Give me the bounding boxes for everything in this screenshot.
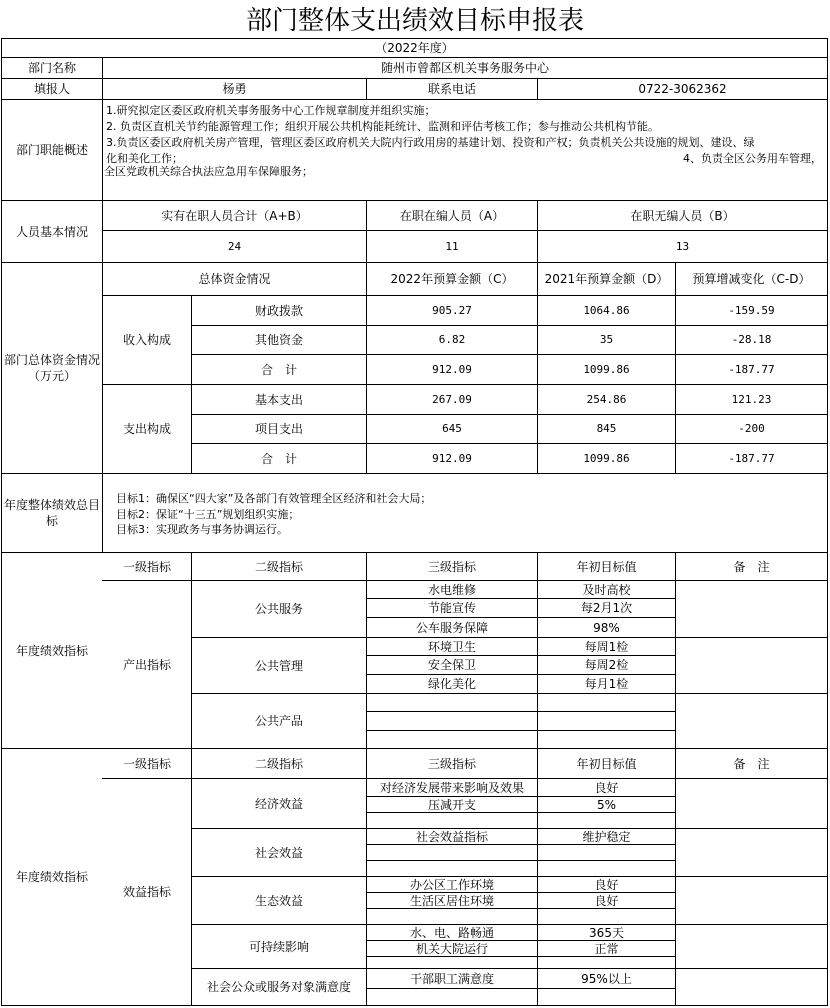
- staff-header: 实有在职人员合计（A+B）: [161, 208, 308, 223]
- filler-value: 杨勇: [222, 82, 247, 96]
- benefit-target: 维护稳定: [582, 829, 631, 844]
- goal-line: 目标2：保证“十三五”规划组织实施；: [116, 508, 300, 521]
- funds-header: 总体资金情况: [198, 272, 271, 286]
- function-line: 化和美化工作；: [106, 152, 183, 165]
- output-level3: [367, 694, 537, 711]
- output-level3: [367, 731, 537, 748]
- funds-value-2022: 912.09: [432, 362, 472, 376]
- goals-label: 年度整体绩效总目标: [3, 498, 100, 528]
- perf-header: 一级指标: [122, 559, 171, 574]
- output-target: 每2月1次: [580, 601, 633, 615]
- form-year: （2022年度）: [375, 41, 454, 55]
- funds-value-diff: -187.77: [728, 362, 775, 376]
- perf-header: 二级指标: [254, 559, 303, 574]
- funds-item: 其他资金: [254, 333, 303, 347]
- benefit-level3: [367, 909, 537, 924]
- benefit-target: [538, 813, 675, 828]
- function-line: 全区党政机关综合执法应急用车保障服务；: [104, 165, 313, 178]
- funds-value-2022: 6.82: [438, 333, 466, 346]
- benefit-level3: 干部职工满意度: [409, 971, 494, 986]
- funds-value-diff: -28.18: [731, 333, 772, 346]
- staff-value: 24: [227, 239, 242, 253]
- staff-value: 13: [675, 239, 690, 253]
- grid-line: [1, 99, 828, 100]
- perf-header: 一级指标: [122, 756, 171, 771]
- output-target: 及时高校: [582, 582, 631, 597]
- benefit-target: [538, 845, 675, 860]
- funds-value-2022: 905.27: [432, 303, 472, 317]
- funds-value-2021: 845: [596, 422, 617, 435]
- goal-line: 目标1：确保区“四大家”及各部门有效管理全区经济和社会大局；: [116, 492, 432, 505]
- benefit-target: [538, 957, 675, 968]
- funds-value-2021: 1099.86: [583, 362, 630, 376]
- output-target: [538, 731, 675, 748]
- benefit-level3: [367, 861, 537, 876]
- filler-label: 填报人: [33, 82, 70, 96]
- perf-header: 年初目标值: [576, 756, 637, 771]
- benefit-target: 5%: [596, 797, 617, 812]
- benefit-level3: [367, 813, 537, 828]
- output-target: [538, 694, 675, 711]
- perf-label-benefit: 年度绩效指标: [15, 870, 88, 884]
- function-line: 3.负责区委区政府机关房产管理，管理区委区政府机关大院内行政用房的基建计划、投资和产权；负责机关公共设施的规划、建设、绿: [106, 136, 755, 149]
- functions-label: 部门职能概述: [15, 143, 88, 157]
- output-level3: 公车服务保障: [415, 620, 488, 635]
- funds-value-2021: 35: [599, 333, 614, 346]
- benefit-target: [538, 989, 675, 1005]
- funds-item: 合 计: [260, 362, 297, 377]
- benefit-target: 良好: [594, 877, 619, 892]
- benefit-level2: 社会效益: [254, 845, 303, 860]
- output-level3: 节能宣传: [427, 601, 476, 615]
- benefit-level3: 水、电、路畅通: [409, 925, 494, 940]
- funds-group-label: 支出构成: [122, 422, 171, 436]
- output-level3: 环境卫生: [427, 639, 476, 654]
- benefit-target: 95%以上: [581, 971, 632, 986]
- perf-header: 三级指标: [427, 559, 476, 574]
- benefit-target: [538, 861, 675, 876]
- output-target: 98%: [593, 620, 620, 635]
- benefit-target: 良好: [594, 893, 619, 908]
- perf-header: 年初目标值: [576, 559, 637, 574]
- benefit-target: 正常: [594, 941, 619, 956]
- staff-label: 人员基本情况: [15, 224, 88, 239]
- funds-value-2021: 254.86: [586, 392, 627, 406]
- perf-header: 三级指标: [427, 756, 476, 771]
- benefit-level2: 可持续影响: [248, 939, 309, 954]
- funds-item: 财政拨款: [254, 303, 303, 318]
- funds-value-diff: 121.23: [731, 392, 772, 406]
- grid-line: [827, 38, 828, 1006]
- output-level3: [367, 712, 537, 730]
- goal-line: 目标3：实现政务与事务协调运行。: [116, 523, 288, 536]
- dept-name-value: 随州市曾都区机关事务服务中心: [380, 61, 549, 75]
- output-target: [538, 712, 675, 730]
- funds-header: 2022年预算金额（C）: [390, 272, 514, 286]
- benefit-target: 365天: [589, 925, 624, 940]
- benefit-level3: 机关大院运行: [415, 941, 488, 956]
- staff-header: 在职无编人员（B）: [630, 208, 735, 223]
- funds-value-2022: 267.09: [432, 392, 472, 406]
- function-line: 4、负责全区公务用车管理，: [683, 152, 822, 165]
- output-level3: 水电维修: [427, 582, 476, 597]
- funds-value-diff: -187.77: [728, 451, 775, 465]
- perf-header: 备 注: [733, 756, 770, 771]
- funds-label: 部门总体资金情况（万元）: [3, 353, 100, 383]
- output-target: 每周2检: [584, 658, 629, 672]
- benefit-level3: 对经济发展带来影响及效果: [379, 780, 524, 795]
- funds-group-label: 收入构成: [122, 333, 171, 347]
- funds-value-2022: 912.09: [432, 451, 472, 465]
- staff-header: 在职在编人员（A）: [399, 208, 505, 223]
- phone-value: 0722-3062362: [638, 82, 727, 96]
- output-target: 每周1检: [584, 639, 629, 654]
- funds-value-diff: -159.59: [728, 303, 775, 317]
- output-level2: 公共管理: [254, 658, 303, 673]
- funds-value-2021: 1099.86: [583, 451, 630, 465]
- funds-value-diff: -200: [738, 422, 765, 435]
- benefit-level3: [367, 989, 537, 1005]
- perf-label-output: 年度绩效指标: [15, 643, 88, 658]
- funds-value-2022: 645: [442, 422, 462, 435]
- benefit-level3: [367, 957, 537, 968]
- benefit-level3: 办公区工作环境: [409, 877, 494, 892]
- funds-item: 合 计: [260, 451, 297, 466]
- staff-value: 11: [445, 239, 459, 253]
- benefit-level3: 社会效益指标: [415, 829, 488, 844]
- benefit-target: [538, 909, 675, 924]
- dept-name-label: 部门名称: [27, 61, 76, 75]
- output-level2: 公共服务: [254, 602, 303, 616]
- funds-item: 基本支出: [254, 392, 303, 407]
- output-level2: 公共产品: [254, 714, 303, 728]
- output-target: 每月1检: [584, 677, 629, 691]
- funds-header: 2021年预算金额（D）: [544, 272, 669, 286]
- grid-line: [675, 552, 676, 749]
- grid-line: [1, 473, 828, 474]
- contact-label: 联系电话: [427, 82, 476, 96]
- grid-line: [1, 1005, 828, 1006]
- benefit-level3: [367, 845, 537, 860]
- benefit-level2: 社会公众或服务对象满意度: [206, 980, 351, 994]
- benefit-level3: 生活区居住环境: [409, 893, 494, 908]
- funds-item: 项目支出: [254, 422, 303, 436]
- benefit-level3: 压减开支: [427, 797, 476, 812]
- output-level3: 绿化美化: [427, 677, 476, 691]
- funds-value-2021: 1064.86: [583, 303, 630, 317]
- benefit-level1: 效益指标: [122, 885, 171, 899]
- output-level1: 产出指标: [122, 657, 171, 672]
- output-level3: 安全保卫: [427, 658, 476, 672]
- benefit-target: 良好: [594, 780, 619, 795]
- funds-header: 预算增减变化（C-D）: [692, 272, 811, 286]
- function-line: 2. 负责区直机关节约能源管理工作；组织开展公共机构能耗统计、监测和评估考核工作；参与推动公共机构节能。: [106, 120, 659, 133]
- benefit-level2: 生态效益: [254, 893, 303, 908]
- benefit-level2: 经济效益: [254, 796, 303, 811]
- function-line: 1.研究拟定区委区政府机关事务服务中心工作规章制度并组织实施；: [106, 104, 436, 117]
- perf-header: 备 注: [733, 559, 770, 574]
- perf-header: 二级指标: [254, 756, 303, 771]
- form-title: 部门整体支出绩效目标申报表: [245, 6, 584, 36]
